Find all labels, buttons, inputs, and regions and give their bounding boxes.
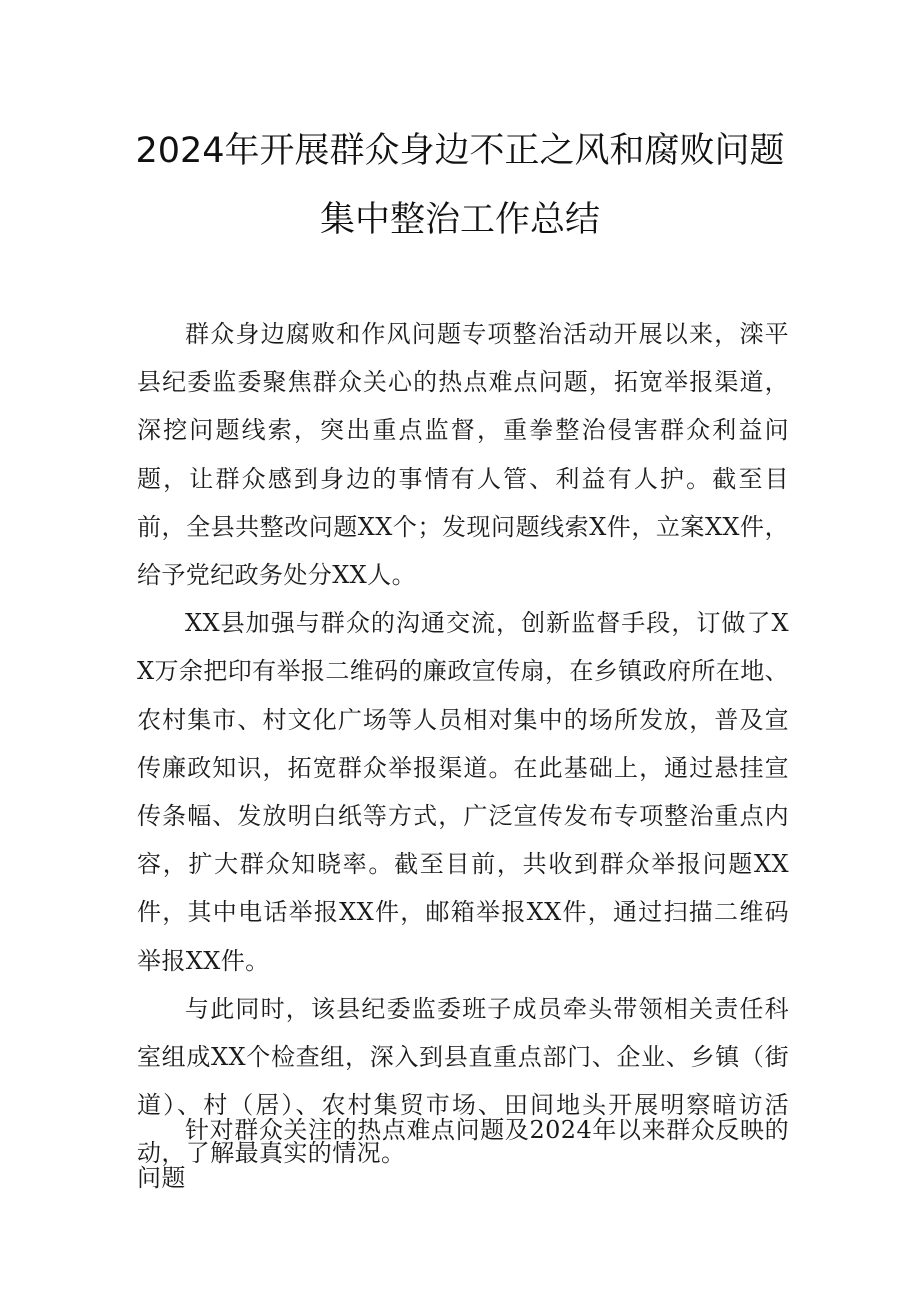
- paragraph-4: 针对群众关注的热点难点问题及2024年以来群众反映的问题: [137, 1116, 789, 1193]
- document-body-continued: [137, 1106, 789, 1202]
- document-body: [137, 310, 789, 1178]
- document-title-line-1: 2024年开展群众身边不正之风和腐败问题: [135, 131, 785, 171]
- paragraph-2: XX县加强与群众的沟通交流，创新监督手段，订做了XX万余把印有举报二维码的廉政宣传扇，在乡镇政府所在地、农村集市、村文化广场等人员相对集中的场所发放，普及宣传廉政知识，拓宽群众举报渠道。在此基础上，通过悬挂宣传条幅、发放明白纸等方式，广泛宣传发布专项整治重点内容，扩大群众知晓率。截至目前，共收到群众举报问题XX件，其中电话举报XX件，邮箱举报XX件，通过扫描二维码举报XX件。: [137, 609, 789, 975]
- paragraph-1: 群众身边腐败和作风问题专项整治活动开展以来，滦平县纪委监委聚焦群众关心的热点难点问题，拓宽举报渠道，深挖问题线索，突出重点监督，重拳整治侵害群众利益问题，让群众感到身边的事情有人管、利益有人护。截至目前，全县共整改问题XX个；发现问题线索X件，立案XX件，给予党纪政务处分XX人。: [137, 320, 789, 590]
- document-title-line-2: 集中整治工作总结: [319, 200, 600, 240]
- paragraph-3: 与此同时，该县纪委监委班子成员牵头带领相关责任科室组成XX个检查组，深入到县直重点部门、企业、乡镇（街道）、村（居）、农村集贸市场、田间地头开展明察暗访活动，了解最真实的情况。: [137, 994, 789, 1168]
